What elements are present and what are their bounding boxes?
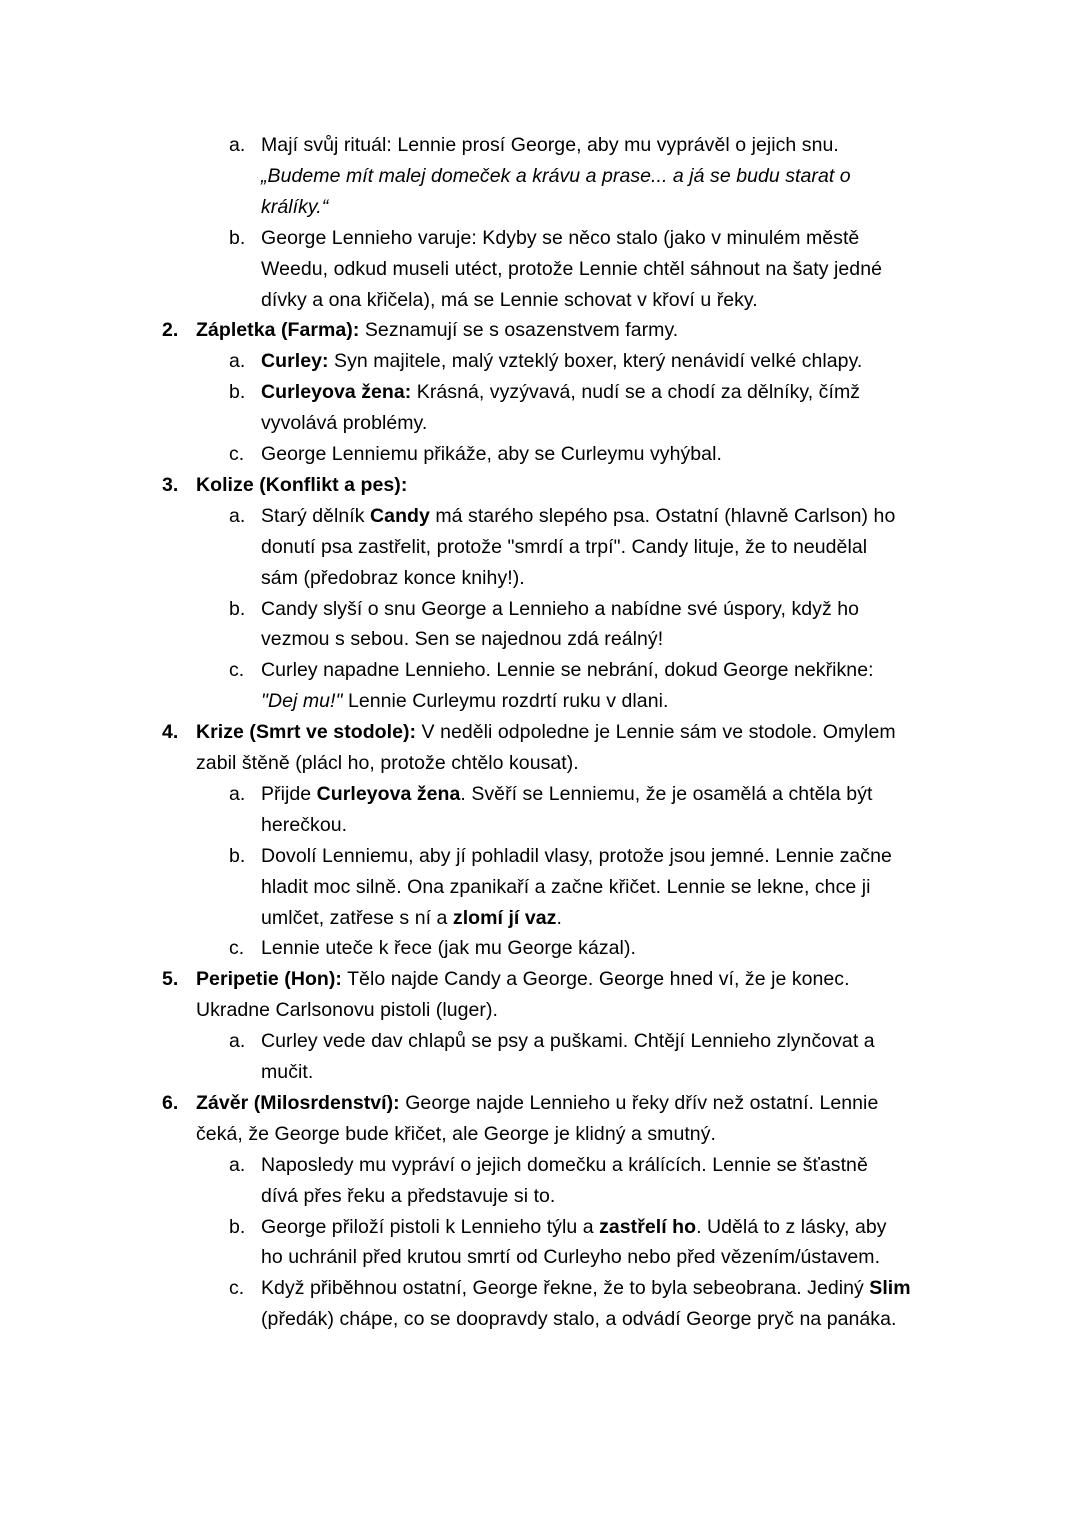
text-run: Seznamují se s osazenstvem farmy. <box>359 319 679 342</box>
list-item-line <box>196 315 678 346</box>
text-run: Naposledy mu vypráví o jejich domečku a králících. Lennie se šťastně <box>261 1153 868 1176</box>
text-run: vezmou s sebou. Sen se najednou zdá reálný! <box>261 628 664 651</box>
bold-text: Zápletka (Farma): <box>196 319 360 342</box>
bold-text: Krize (Smrt ve stodole): <box>196 721 417 744</box>
sub-list-item-line <box>261 254 882 285</box>
sub-list-item-line <box>261 130 839 161</box>
sub-list-item-line <box>261 377 860 408</box>
list-number: 4. <box>162 721 179 744</box>
list-item-line <box>196 470 407 501</box>
text-run: vyvolává problémy. <box>261 412 428 435</box>
sub-list-letter: b. <box>229 381 246 404</box>
sub-list-item-line <box>261 285 758 316</box>
text-run: . Svěří se Lenniemu, že je osamělá a chtěla být <box>460 782 873 805</box>
sub-list-item-line <box>261 532 867 563</box>
italic-text: „Budeme mít malej domeček a krávu a prase... a já se budu starat o <box>261 164 851 187</box>
bold-text: Candy <box>370 504 430 527</box>
list-number: 6. <box>162 1091 179 1114</box>
sub-list-item-line <box>261 1212 887 1243</box>
sub-list-letter: a. <box>229 1030 246 1053</box>
sub-list-item-line <box>261 1304 896 1335</box>
sub-list-letter: b. <box>229 844 246 867</box>
sub-list-letter: a. <box>229 782 246 805</box>
text-run: Mají svůj rituál: Lennie prosí George, aby mu vyprávěl o jejich snu. <box>261 134 839 156</box>
italic-text: králíky.“ <box>261 195 329 218</box>
bold-text: zlomí jí vaz <box>452 906 557 929</box>
list-number: 2. <box>162 319 179 342</box>
sub-list-letter: b. <box>229 597 246 620</box>
text-run: George Lennieho varuje: Kdyby se něco stalo (jako v minulém městě <box>261 226 860 249</box>
bold-text: Kolize (Konflikt a pes): <box>196 473 408 496</box>
sub-list-item-line <box>261 563 525 594</box>
text-run: zabil štěně (plácl ho, protože chtělo kousat). <box>196 752 579 774</box>
list-number: 3. <box>162 473 179 496</box>
text-run: Candy slyší o snu George a Lennieho a nabídne své úspory, když ho <box>261 597 860 620</box>
sub-list-item-line <box>261 1181 555 1212</box>
text-run: Krásná, vyzývavá, nudí se a chodí za dělníky, čímž <box>411 381 861 404</box>
sub-list-letter: c. <box>229 937 245 960</box>
text-run: má starého slepého psa. Ostatní (hlavně Carlson) ho <box>429 504 896 527</box>
text-run: George přiloží pistoli k Lennieho týlu a <box>261 1215 600 1238</box>
text-run: Starý dělník <box>261 504 371 527</box>
sub-list-item-line <box>261 223 859 254</box>
text-run: . Udělá to z lásky, aby <box>696 1215 887 1238</box>
sub-list-item-line <box>261 903 562 934</box>
sub-list-item-line <box>261 594 859 625</box>
sub-list-letter: a. <box>229 1153 246 1176</box>
sub-list-item-line <box>261 501 895 532</box>
text-run: sám (předobraz konce knihy!). <box>261 566 525 589</box>
sub-list-item-line <box>261 1273 911 1304</box>
sub-list-item-line <box>261 1026 875 1057</box>
sub-list-item-line <box>261 655 874 686</box>
sub-list-item-line <box>261 872 871 903</box>
sub-list-item-line <box>261 1150 868 1181</box>
text-run: (předák) chápe, co se doopravdy stalo, a odvádí George pryč na panáka. <box>261 1308 897 1331</box>
text-run: herečkou. <box>261 813 348 836</box>
sub-list-item-line <box>261 439 722 470</box>
text-run: Dovolí Lenniemu, aby jí pohladil vlasy, protože jsou jemné. Lennie začne <box>261 844 892 867</box>
list-item-line <box>196 1088 878 1119</box>
sub-list-item-line <box>261 810 347 841</box>
text-run: Syn majitele, malý vzteklý boxer, který nenávidí velké chlapy. <box>328 350 863 373</box>
bold-text: Závěr (Milosrdenství): <box>196 1091 400 1114</box>
text-run: hladit moc silně. Ona zpanikaří a začne křičet. Lennie se lekne, chce ji <box>261 875 871 898</box>
text-run: George najde Lennieho u řeky dřív než ostatní. Lennie <box>399 1091 879 1114</box>
text-run: Curley vede dav chlapů se psy a puškami. Chtějí Lennieho zlynčovat a <box>261 1030 875 1053</box>
sub-list-item-line <box>261 192 328 223</box>
text-run: ho uchránil před krutou smrtí od Curleyho nebo před vězením/ústavem. <box>261 1246 881 1269</box>
text-run: Přijde <box>261 782 317 805</box>
sub-list-letter: a. <box>229 504 246 527</box>
bold-text: Slim <box>869 1277 911 1300</box>
text-run: Weedu, odkud museli utéct, protože Lennie chtěl sáhnout na šaty jedné <box>261 257 882 280</box>
text-run: mučit. <box>261 1061 314 1083</box>
text-run: Curley napadne Lennieho. Lennie se nebrání, dokud George nekřikne: <box>261 659 874 682</box>
italic-text: "Dej mu!" <box>261 690 343 713</box>
text-run: dívky a ona křičela), má se Lennie schovat v křoví u řeky. <box>261 288 758 311</box>
text-run: V neděli odpoledne je Lennie sám ve stodole. Omylem <box>416 721 896 744</box>
text-run: Lennie uteče k řece (jak mu George kázal). <box>261 937 636 960</box>
sub-list-item-line <box>261 1242 880 1273</box>
bold-text: zastřelí ho <box>599 1215 697 1238</box>
text-run: Ukradne Carlsonovu pistoli (luger). <box>196 999 498 1022</box>
list-item-line <box>196 1119 716 1150</box>
text-run: . <box>556 906 562 929</box>
text-run: donutí psa zastřelit, protože "smrdí a trpí". Candy lituje, že to neudělal <box>261 535 868 558</box>
text-run: umlčet, zatřese s ní a <box>261 906 453 929</box>
sub-list-item-line <box>261 841 892 872</box>
list-item-line <box>196 964 850 995</box>
text-run: Lennie Curleymu rozdrtí ruku v dlani. <box>342 690 669 713</box>
sub-list-letter: b. <box>229 1215 246 1238</box>
list-item-line <box>196 748 579 779</box>
sub-list-item-line <box>261 624 663 655</box>
sub-list-letter: c. <box>229 1277 245 1300</box>
bold-text: Peripetie (Hon): <box>196 968 342 991</box>
sub-list-item-line <box>261 346 862 377</box>
text-run: George Lenniemu přikáže, aby se Curleymu vyhýbal. <box>261 443 722 465</box>
text-run: dívá přes řeku a představuje si to. <box>261 1184 556 1207</box>
list-item-line <box>196 717 896 748</box>
sub-list-letter: a. <box>229 134 246 156</box>
bold-text: Curleyova žena <box>316 782 461 805</box>
sub-list-item-line <box>261 1057 313 1088</box>
sub-list-letter: c. <box>229 443 245 465</box>
bold-text: Curley: <box>261 350 329 373</box>
sub-list-item-line <box>261 161 851 192</box>
bold-text: Curleyova žena: <box>261 381 412 404</box>
list-number: 5. <box>162 968 179 991</box>
text-run: Když přiběhnou ostatní, George řekne, že to byla sebeobrana. Jediný <box>261 1277 870 1300</box>
sub-list-letter: a. <box>229 350 246 373</box>
list-item-line <box>196 995 498 1026</box>
sub-list-item-line <box>261 779 872 810</box>
sub-list-item-line <box>261 933 636 964</box>
sub-list-item-line <box>261 686 668 717</box>
sub-list-letter: b. <box>229 226 246 249</box>
sub-list-item-line <box>261 408 427 439</box>
text-run: čeká, že George bude křičet, ale George je klidný a smutný. <box>196 1122 716 1145</box>
sub-list-letter: c. <box>229 659 245 682</box>
text-run: Tělo najde Candy a George. George hned ví, že je konec. <box>341 968 850 991</box>
